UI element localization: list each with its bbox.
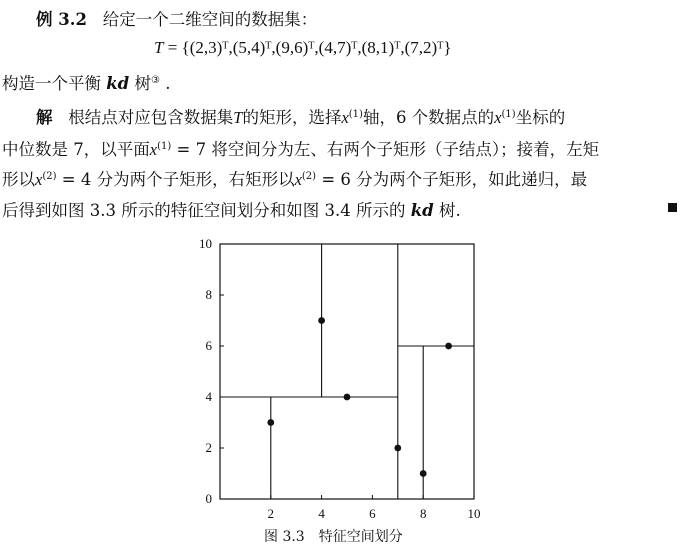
symbol-x: x xyxy=(149,140,158,159)
text: 树. xyxy=(438,201,461,220)
y-tick-label: 4 xyxy=(205,389,212,404)
data-point xyxy=(318,317,325,324)
formula-rhs: = {(2,3)ᵀ,(5,4)ᵀ,(9,6)ᵀ,(4,7)ᵀ,(8,1)ᵀ,(7,2)ᵀ} xyxy=(167,38,452,57)
figure-caption: 图 3.3 特征空间划分 xyxy=(264,529,403,545)
text: 中位数是 7，以平面 xyxy=(2,140,150,159)
solution-label: 解 xyxy=(36,108,53,127)
data-point xyxy=(267,419,274,426)
superscript: (1) xyxy=(501,109,516,120)
x-tick-label: 6 xyxy=(369,506,376,521)
text: = 6 分为两个子矩形，如此递归，最 xyxy=(321,170,588,189)
example-title: 给定一个二维空间的数据集： xyxy=(102,10,318,29)
text: = 4 分为两个子矩形，右矩形以 xyxy=(61,170,295,189)
y-tick-label: 10 xyxy=(199,236,212,251)
data-point xyxy=(394,445,401,452)
text: 坐标的 xyxy=(515,108,566,127)
x-tick-label: 8 xyxy=(419,506,427,521)
text: 形以 xyxy=(2,170,35,189)
superscript: (1) xyxy=(157,141,172,152)
y-tick-label: 8 xyxy=(205,287,212,302)
y-tick-label: 6 xyxy=(205,338,212,353)
data-point xyxy=(445,343,452,350)
y-tick-label: 2 xyxy=(205,440,212,455)
symbol-T: T xyxy=(233,108,243,127)
x-tick-label: 4 xyxy=(318,506,325,521)
y-tick-label: 0 xyxy=(205,491,212,506)
symbol-x: x xyxy=(35,170,43,189)
task-tree: 树 xyxy=(134,74,151,93)
symbol-kd: kd xyxy=(410,201,434,220)
x-tick-label: 10 xyxy=(467,506,481,521)
task-kd: kd xyxy=(106,74,130,93)
superscript: (2) xyxy=(301,171,317,182)
text: = 7 将空间分为左、右两个子矩形（子结点）；接着，左矩 xyxy=(176,140,600,159)
superscript: (2) xyxy=(42,171,57,182)
x-tick-label: 2 xyxy=(267,506,275,521)
formula-lhs: T xyxy=(154,38,164,57)
example-label: 例 3.2 xyxy=(36,10,87,29)
task-text: 构造一个平衡 xyxy=(2,74,101,93)
symbol-x: x xyxy=(341,108,349,127)
plot-frame xyxy=(220,244,474,499)
data-point xyxy=(344,394,351,401)
text: 轴，6 个数据点的 xyxy=(362,108,495,127)
symbol-x: x xyxy=(494,108,502,127)
data-point xyxy=(420,470,427,477)
symbol-x: x xyxy=(294,170,302,189)
text: 后得到如图 3.3 所示的特征空间划分和如图 3.4 所示的 xyxy=(2,201,406,220)
task-end: . xyxy=(165,74,171,93)
text: 的矩形，选择 xyxy=(242,108,342,127)
superscript: (1) xyxy=(348,109,363,120)
footnote-marker: ③ xyxy=(150,75,160,86)
text: 根结点对应包含数据集 xyxy=(68,108,234,127)
